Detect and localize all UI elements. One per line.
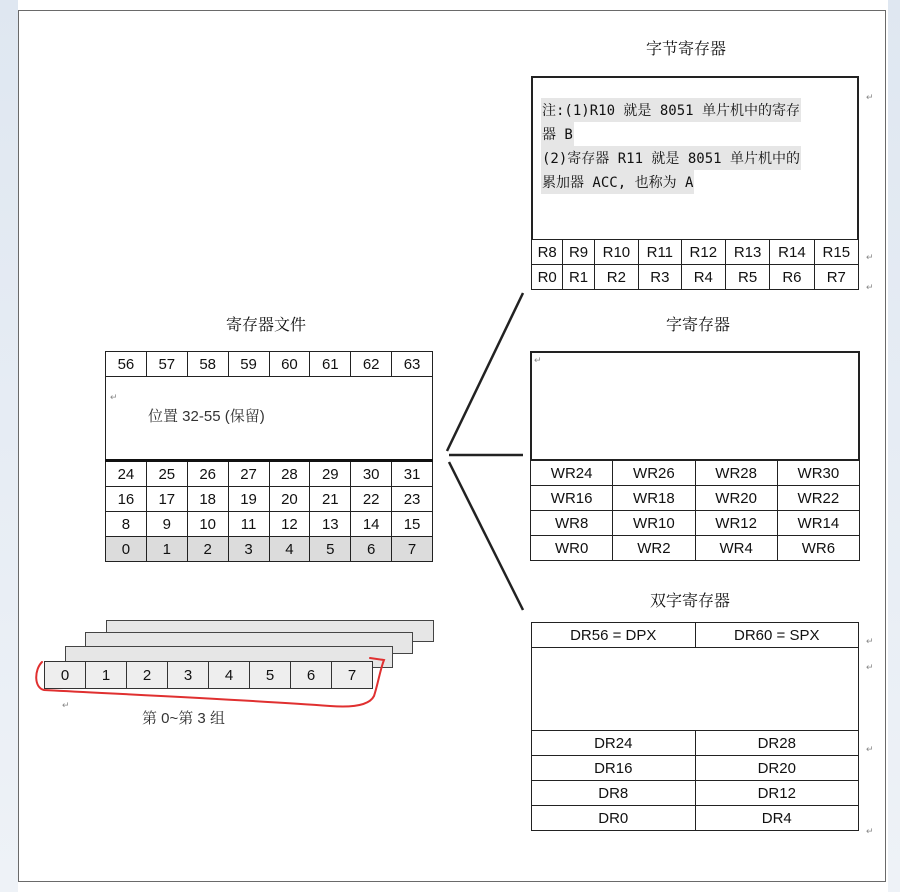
register-file-cell: 4 xyxy=(269,537,310,562)
register-group-cell: 2 xyxy=(127,662,168,689)
word-register-cell: WR14 xyxy=(777,511,859,536)
register-file-cell: 21 xyxy=(310,487,351,512)
word-register-cell: WR28 xyxy=(695,461,777,486)
register-file-cell: 25 xyxy=(146,461,187,487)
dword-register-cell: DR24 xyxy=(532,731,696,756)
byte-register-cell: R11 xyxy=(639,240,682,265)
return-mark: ↵ xyxy=(866,662,874,672)
word-register-cell: WR20 xyxy=(695,486,777,511)
register-file-cell: 14 xyxy=(351,512,392,537)
register-file-cell: 30 xyxy=(351,461,392,487)
register-file-cell: 56 xyxy=(106,352,147,377)
dword-register-cell: DR12 xyxy=(695,781,859,806)
register-file-cell: 23 xyxy=(392,487,433,512)
register-file-cell: 8 xyxy=(106,512,147,537)
byte-register-cell: R4 xyxy=(681,265,725,290)
return-mark: ↵ xyxy=(866,636,874,646)
dword-register-cell: DR56 = DPX xyxy=(532,623,696,648)
byte-register-cell: R9 xyxy=(563,240,594,265)
register-group-cell: 7 xyxy=(332,662,373,689)
register-group-cell: 1 xyxy=(86,662,127,689)
register-file-cell: 22 xyxy=(351,487,392,512)
word-register-cell: WR26 xyxy=(613,461,695,486)
word-register-cell: WR2 xyxy=(613,536,695,561)
register-file-cell: 29 xyxy=(310,461,351,487)
register-file-cell: 5 xyxy=(310,537,351,562)
register-file-cell: 3 xyxy=(228,537,269,562)
note-line-4: 累加器 ACC, 也称为 A xyxy=(541,170,694,194)
register-file-cell: 63 xyxy=(392,352,433,377)
return-mark: ↵ xyxy=(866,826,874,836)
dword-register-cell: DR4 xyxy=(695,806,859,831)
register-file-cell: 27 xyxy=(228,461,269,487)
return-mark: ↵ xyxy=(110,392,118,402)
return-mark: ↵ xyxy=(534,355,542,365)
dword-register-cell: DR16 xyxy=(532,756,696,781)
register-file-cell: 11 xyxy=(228,512,269,537)
byte-register-cell: R13 xyxy=(725,240,769,265)
register-file-cell: 31 xyxy=(392,461,433,487)
register-group-cell: 3 xyxy=(168,662,209,689)
word-register-cell: WR6 xyxy=(777,536,859,561)
return-mark: ↵ xyxy=(866,92,874,102)
dword-register-cell: DR8 xyxy=(532,781,696,806)
register-group-cell: 6 xyxy=(291,662,332,689)
register-file-cell: 60 xyxy=(269,352,310,377)
byte-registers-title: 字节寄存器 xyxy=(646,41,727,58)
register-file-cell: 0 xyxy=(106,537,147,562)
register-file-cell: 16 xyxy=(106,487,147,512)
dword-registers-title: 双字寄存器 xyxy=(650,593,731,610)
word-register-cell: WR22 xyxy=(777,486,859,511)
register-file-title: 寄存器文件 xyxy=(226,317,307,334)
word-register-cell: WR24 xyxy=(531,461,613,486)
word-register-cell: WR16 xyxy=(531,486,613,511)
register-file-cell: 57 xyxy=(146,352,187,377)
byte-register-cell: R6 xyxy=(770,265,814,290)
red-annotation-stroke xyxy=(36,658,384,707)
register-file-cell: 6 xyxy=(351,537,392,562)
register-group-cell: 4 xyxy=(209,662,250,689)
byte-register-cell: R12 xyxy=(681,240,725,265)
byte-register-cell: R5 xyxy=(725,265,769,290)
byte-register-cell: R1 xyxy=(563,265,594,290)
register-file-cell: 7 xyxy=(392,537,433,562)
return-mark: ↵ xyxy=(866,744,874,754)
word-register-cell: WR10 xyxy=(613,511,695,536)
byte-register-cell: R0 xyxy=(532,265,563,290)
register-group-cell: 0 xyxy=(45,662,86,689)
reserved-label: 位置 32-55 (保留) xyxy=(148,408,265,425)
register-group-label: 第 0~第 3 组 xyxy=(142,710,225,727)
register-file-cell: 15 xyxy=(392,512,433,537)
dword-register-cell: DR20 xyxy=(695,756,859,781)
byte-register-cell: R8 xyxy=(532,240,563,265)
register-file-cell: 13 xyxy=(310,512,351,537)
register-file-cell: 9 xyxy=(146,512,187,537)
register-file-cell: 12 xyxy=(269,512,310,537)
dword-register-cell: DR28 xyxy=(695,731,859,756)
word-register-cell: WR30 xyxy=(777,461,859,486)
word-register-cell: WR4 xyxy=(695,536,777,561)
byte-register-cell: R10 xyxy=(594,240,638,265)
register-file-cell: 59 xyxy=(228,352,269,377)
register-file-cell: 18 xyxy=(187,487,228,512)
word-register-cell: WR12 xyxy=(695,511,777,536)
dword-register-cell: DR0 xyxy=(532,806,696,831)
dword-register-cell: DR60 = SPX xyxy=(695,623,859,648)
register-file-cell: 24 xyxy=(106,461,147,487)
register-file-cell: 17 xyxy=(146,487,187,512)
register-group-cell: 5 xyxy=(250,662,291,689)
return-mark: ↵ xyxy=(62,700,70,710)
register-file-cell: 58 xyxy=(187,352,228,377)
return-mark: ↵ xyxy=(866,282,874,292)
word-register-cell: WR8 xyxy=(531,511,613,536)
register-file-cell: 10 xyxy=(187,512,228,537)
word-registers-title: 字寄存器 xyxy=(666,317,731,334)
byte-register-cell: R7 xyxy=(814,265,858,290)
register-file-cell: 20 xyxy=(269,487,310,512)
return-mark: ↵ xyxy=(866,252,874,262)
register-file-cell: 19 xyxy=(228,487,269,512)
byte-register-cell: R2 xyxy=(594,265,638,290)
register-file-cell: 62 xyxy=(351,352,392,377)
note-line-1: 注:(1)R10 就是 8051 单片机中的寄存 xyxy=(541,98,801,122)
byte-register-cell: R14 xyxy=(770,240,814,265)
register-file-cell: 2 xyxy=(187,537,228,562)
register-file-cell: 28 xyxy=(269,461,310,487)
word-register-cell: WR0 xyxy=(531,536,613,561)
word-register-cell: WR18 xyxy=(613,486,695,511)
register-file-cell: 1 xyxy=(146,537,187,562)
note-line-2: 器 B xyxy=(541,122,574,146)
note-line-3: (2)寄存器 R11 就是 8051 单片机中的 xyxy=(541,146,801,170)
register-file-cell: 26 xyxy=(187,461,228,487)
register-file-cell: 61 xyxy=(310,352,351,377)
byte-register-cell: R3 xyxy=(639,265,682,290)
byte-register-cell: R15 xyxy=(814,240,858,265)
